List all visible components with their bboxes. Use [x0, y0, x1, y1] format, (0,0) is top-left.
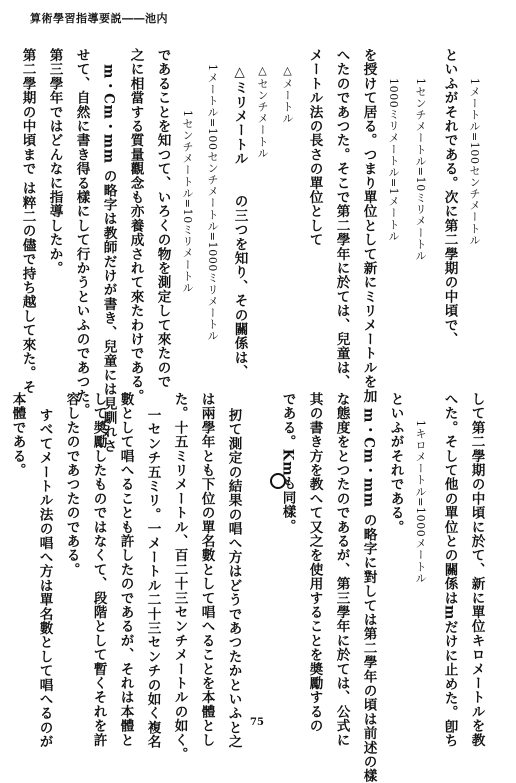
text-column: 一センチ五ミリ。一メートル二十三センチの如く複名	[144, 408, 161, 749]
text-column: m・Cm・mm の略字に對しては第二學年の頃は前述の樣	[360, 408, 377, 783]
text-column: へた。そして他の單位との關係はmだけに止めた。卽ち	[441, 392, 458, 748]
text-column: 第三學年ではどんなに指導したか。	[46, 48, 63, 276]
section-circle-mark	[270, 473, 286, 489]
text-column: すべてメートル法の唱へ方は單名數として唱へるのが	[36, 408, 53, 749]
text-column: 1センチメートル=10ミリメートル	[181, 110, 194, 294]
text-column: せて、自然に書き得る樣にして行かうといふのであつた。	[73, 48, 90, 418]
text-column: して第二學期の中頃に於て、新に單位キロメートルを教	[468, 392, 485, 747]
text-column: 數として唱へることも許したのであるが、それは本體と	[117, 392, 134, 747]
text-column: 容したのであつたのである。	[63, 392, 80, 577]
text-column: である。Kmも同樣。	[279, 392, 296, 533]
text-column: 本體である。	[9, 392, 26, 478]
text-column: m・Cm・mm の略字は教師だけが書き、兒童には見馴れさ	[100, 64, 117, 454]
text-column: して奬勵したものではなくて、段階として暫くそれを許	[90, 392, 107, 747]
text-column: 第二學期の中頃まで は粹二の儘で持ち越して來た。そ	[19, 48, 36, 395]
running-header: 算術學習指導要説――池内	[30, 12, 168, 25]
text-column: 1000ミリメートル=1メートル	[387, 78, 400, 242]
text-column: メートル法の長さの單位として	[306, 48, 323, 247]
text-column: を授けて居る。つまり單位として新にミリメートルを加	[360, 48, 377, 403]
text-column: へたのであつた。そこで第二學年に於ては、兒童は、	[333, 48, 350, 389]
text-column: △センチメートル	[256, 64, 269, 159]
text-column: 1メートル=100センチメートル	[468, 78, 481, 246]
text-column: は兩學年とも下位の單名數として唱へることを本體とし	[198, 392, 215, 747]
text-column: 扨て測定の結果の唱へ方はどうであつたかといふと之	[225, 408, 242, 749]
text-column: 其の書き方を教へて又之を使用することを奬勵するの	[306, 392, 323, 733]
text-column: た。十五ミリメートル、百二十三センチメートルの如く。	[171, 392, 188, 762]
text-column: 1キロメートル=1000メートル	[414, 420, 427, 584]
text-column: 1センチメートル=10ミリメートル	[414, 78, 427, 262]
text-column: であることを知つて、いろくの物を測定して來たので	[154, 48, 171, 389]
page-number: 75	[250, 717, 264, 728]
text-column: △メートル	[281, 64, 294, 124]
text-column: といふがそれである。次に第二學期の中頃で、	[441, 48, 458, 347]
text-column: △ミリメートル の三つを知り、その關係は、	[231, 64, 248, 379]
text-column: 1メートル=100センチメートル=1000ミリメートル	[206, 64, 219, 342]
text-column: な態度をとつたのであるが、第三學年に於ては、公式に	[333, 392, 350, 747]
text-column: といふがそれである。	[387, 392, 404, 534]
text-column: 之に相當する質量觀念も亦養成されて來たわけである。	[127, 48, 144, 403]
